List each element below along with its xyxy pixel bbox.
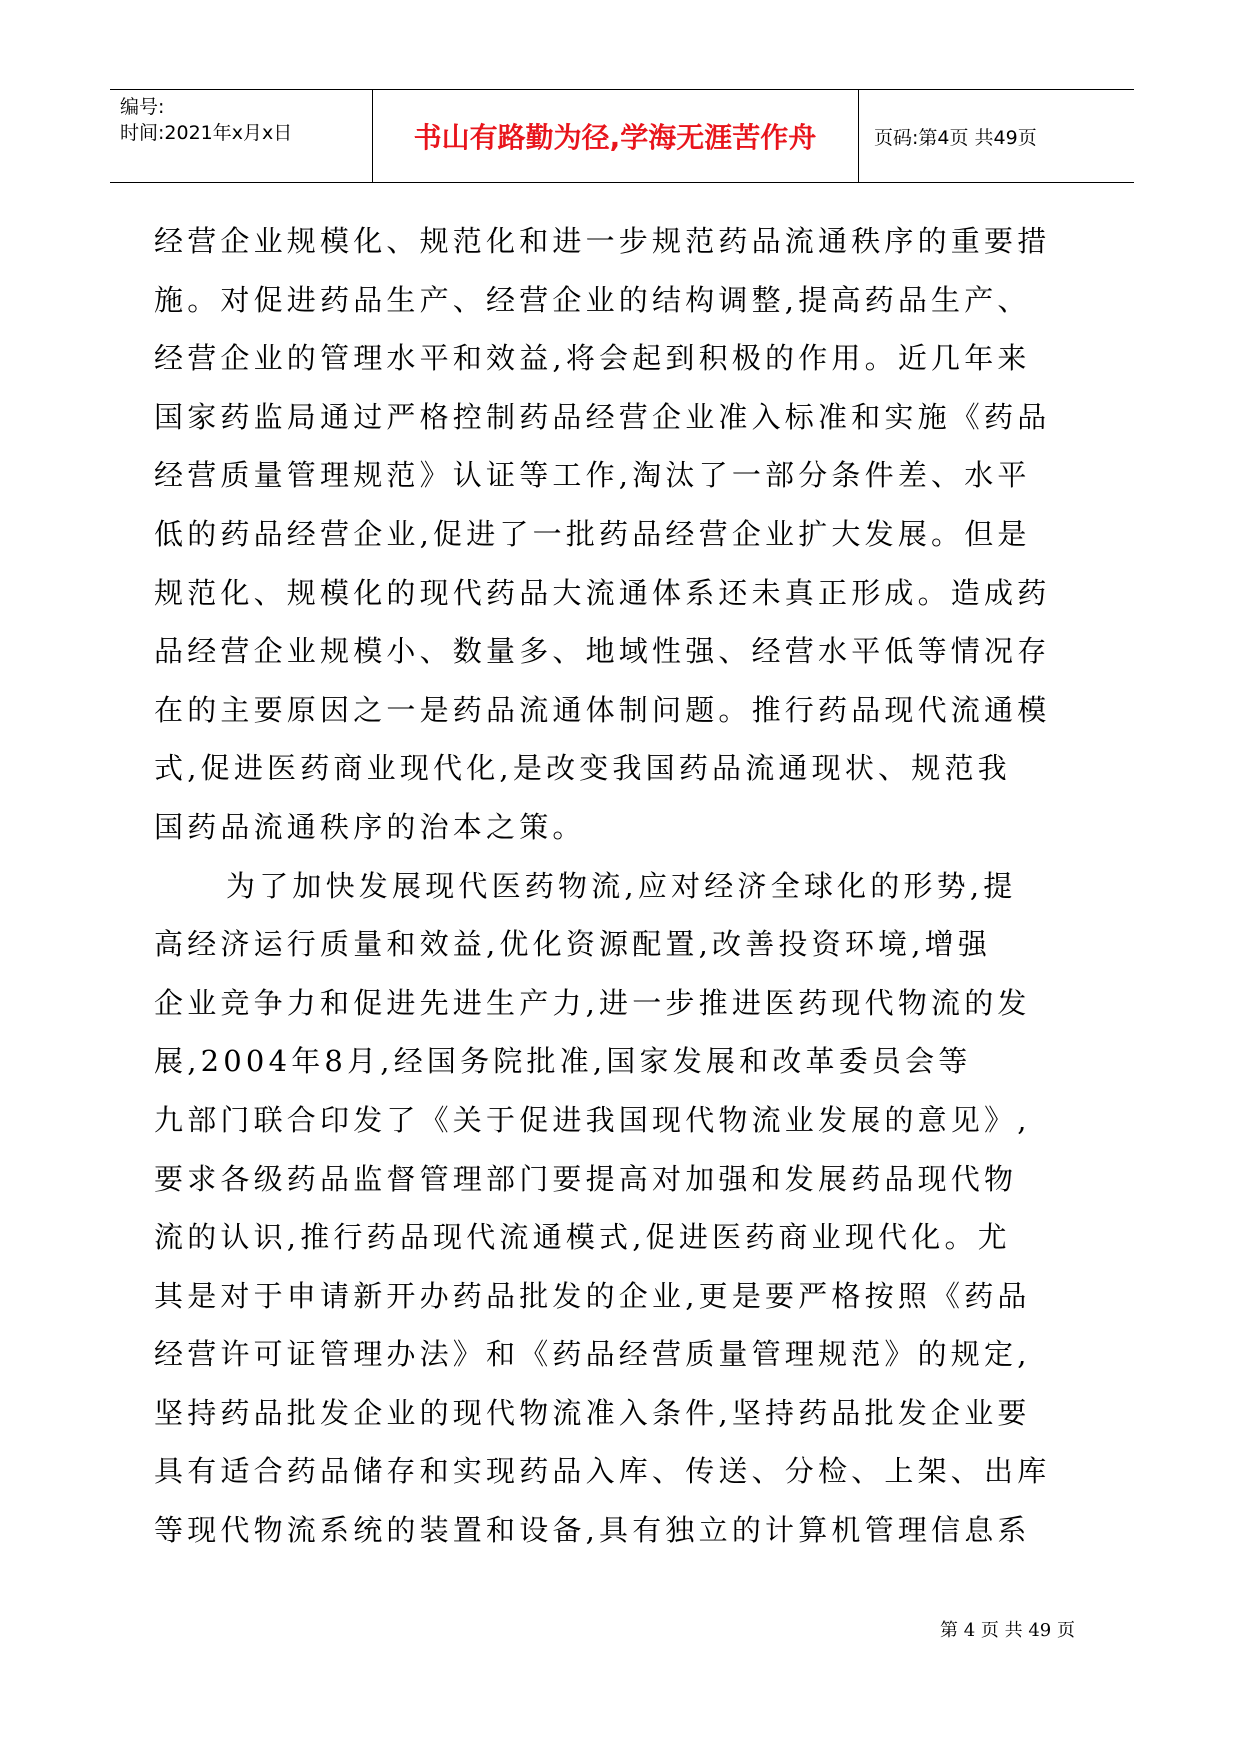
- text-line: 等现代物流系统的装置和设备,具有独立的计算机管理信息系: [154, 1513, 1031, 1548]
- header-meta: [120, 94, 370, 146]
- text-line: 经营企业规模化、规范化和进一步规范药品流通秩序的重要措: [154, 224, 1051, 258]
- time-label: 时间:2021年x月x日: [120, 122, 293, 144]
- header-motto: 书山有路勤为径,学海无涯苦作舟: [413, 121, 817, 154]
- header-page-info: 页码:第4页 共49页: [874, 126, 1037, 149]
- text-line: 经营质量管理规范》认证等工作,淘汰了一部分条件差、水平: [154, 458, 1031, 493]
- text-line: 坚持药品批发企业的现代物流准入条件,坚持药品批发企业要: [154, 1395, 1031, 1430]
- text-line: 九部门联合印发了《关于促进我国现代物流业发展的意见》,: [154, 1102, 1031, 1137]
- page-header: [110, 89, 1134, 183]
- text-line: 规范化、规模化的现代药品大流通体系还未真正形成。造成药: [154, 575, 1051, 610]
- page-footer: 第 4 页 共 49 页: [940, 1620, 1075, 1641]
- text-line: 其是对于申请新开办药品批发的企业,更是要严格按照《药品: [154, 1278, 1031, 1313]
- text-line: 流的认识,推行药品现代流通模式,促进医药商业现代化。尤: [154, 1220, 1011, 1255]
- text-line: 低的药品经营企业,促进了一批药品经营企业扩大发展。但是: [154, 516, 1031, 551]
- text-line: 企业竞争力和促进先进生产力,进一步推进医药现代物流的发: [154, 985, 1031, 1020]
- text-line: 为了加快发展现代医药物流,应对经济全球化的形势,提: [226, 868, 1017, 903]
- text-line: 要求各级药品监督管理部门要提高对加强和发展药品现代物: [154, 1161, 1018, 1196]
- text-line: 施。对促进药品生产、经营企业的结构调整,提高药品生产、: [154, 282, 1031, 317]
- text-line: 高经济运行质量和效益,优化资源配置,改善投资环境,增强: [154, 927, 992, 962]
- text-line: 具有适合药品储存和实现药品入库、传送、分检、上架、出库: [154, 1454, 1051, 1489]
- text-line: 在的主要原因之一是药品流通体制问题。推行药品现代流通模: [154, 692, 1051, 727]
- number-label: 编号:: [120, 96, 165, 118]
- text-line: 国家药监局通过严格控制药品经营企业准入标准和实施《药品: [154, 399, 1051, 434]
- text-line: 经营许可证管理办法》和《药品经营质量管理规范》的规定,: [154, 1337, 1031, 1372]
- text-line: 经营企业的管理水平和效益,将会起到积极的作用。近几年来: [154, 341, 1031, 376]
- text-line: 式,促进医药商业现代化,是改变我国药品流通现状、规范我: [154, 751, 1011, 786]
- text-line: 展,2004年8月,经国务院批准,国家发展和改革委员会等: [154, 1044, 972, 1079]
- text-line: 国药品流通秩序的治本之策。: [154, 809, 586, 844]
- text-line: 品经营企业规模小、数量多、地域性强、经营水平低等情况存: [154, 634, 1051, 669]
- document-body: [154, 212, 1089, 1560]
